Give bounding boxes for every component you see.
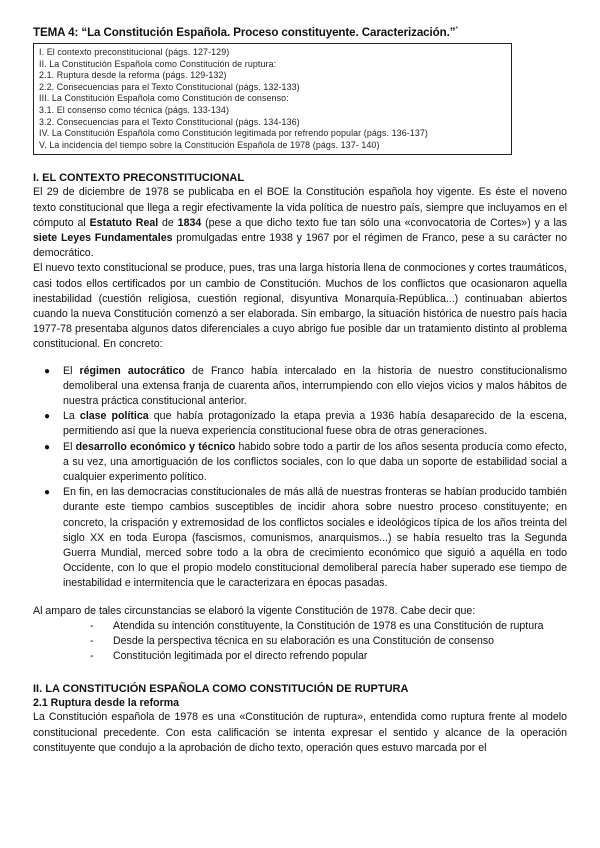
bullet-item: ● El desarrollo económico y técnico habido sobre todo a partir de los años sesenta producía como efecto, a su vez, una amortiguación de los conflictos sociales, con lo que daba un soporte de estabilidad social a cualquier experimento político.	[44, 440, 567, 483]
factors-bullet-list	[33, 364, 567, 592]
toc-item: V. La incidencia del tiempo sobre la Constitución Española de 1978 (págs. 137- 140)	[39, 139, 380, 150]
document-title: TEMA 4: “La Constitución Española. Proceso constituyente. Caracterización.”*	[33, 26, 459, 39]
dash-item: - Constitución legitimada por el directo refrendo popular	[33, 649, 567, 664]
title-footnote-mark: *	[455, 26, 459, 34]
toc-item: II. La Constitución Española como Constitución de ruptura:	[39, 58, 277, 69]
section-2	[33, 682, 567, 756]
section-1-paragraph-1: El 29 de diciembre de 1978 se publicaba en el BOE la Constitución española hoy vigente. Es éste el noveno texto constitucional que llega a regir efectivamente la vida política de nuestro país, siempre que incluyamos en el cómputo al Estatuto Real de 1834 (pese a que dicho texto fue tan sólo una «convocatoria de Cortes») y a las siete Leyes Fundamentales promulgadas entre 1938 y 1967 por el régimen de Franco, pese a su carácter no democrático.	[33, 186, 567, 260]
bullet-dot-icon: ●	[44, 441, 51, 453]
bullet-item: ● La clase política que había protagonizado la etapa previa a 1936 había desaparecido de la escena, permitiendo así que la nueva experiencia constitucional fuese obra de otras generaciones.	[44, 410, 567, 438]
table-of-contents	[33, 43, 512, 155]
dash-marker: -	[90, 619, 94, 632]
characteristics-dash-list	[33, 619, 567, 665]
dash-marker: -	[90, 635, 94, 648]
toc-item: 2.2. Consecuencias para el Texto Constitucional (págs. 132-133)	[39, 81, 300, 92]
section-2-heading: II. LA CONSTITUCIÓN ESPAÑOLA COMO CONSTITUCIÓN DE RUPTURA	[33, 683, 409, 696]
bullet-dot-icon: ●	[44, 411, 51, 423]
toc-item: IV. La Constitución Española como Constitución legitimada por refrendo popular (págs. 136-137)	[39, 128, 428, 139]
dash-item: - Desde la perspectiva técnica en su elaboración es una Constitución de consenso	[33, 634, 567, 649]
document-page	[33, 26, 567, 756]
toc-item: 3.1. El consenso como técnica (págs. 133-134)	[39, 104, 229, 115]
toc-item: I. El contexto preconstitucional (págs. 127-129)	[39, 47, 230, 57]
bullet-dot-icon: ●	[44, 365, 51, 377]
section-1-paragraph-2: El nuevo texto constitucional se produce, pues, tras una larga historia llena de conmociones y cortes traumáticos, casi todos ellos certificados por un cambio de Constitución. Muchos de los conflictos que ocasionaron aquella inestabilidad (cuestión religiosa, cuestión regional, disyuntiva Monarquía-República...) continuaban abiertos cuando la nueva Constitución comenzó a ser elaborada. Sin embargo, la situación histórica de nuestro país hacia 1977-78 presentaba algunos datos diferenciales a cuyo abrigo fue posible dar un tratamiento distinto al problema constitucional. En concreto:	[33, 262, 567, 351]
section-1-paragraph-3: Al amparo de tales circunstancias se elaboró la vigente Constitución de 1978. Cabe decir que:	[33, 604, 476, 617]
subsection-2-1-heading: 2.1 Ruptura desde la reforma	[33, 697, 180, 710]
section-2-paragraph-1: La Constitución española de 1978 es una «Constitución de ruptura», entendida como ruptura frente al modelo constitucional precedente. Con esta calificación se intenta expresar el sentido y alcance de la operación constituyente que condujo a la aprobación de dicho texto, operación ques estuvo marcada por el	[33, 711, 567, 754]
toc-item: III. La Constitución Española como Constitución de consenso:	[39, 93, 289, 104]
toc-item: 2.1. Ruptura desde la reforma (págs. 129-132)	[39, 70, 227, 81]
dash-item: - Atendida su intención constituyente, la Constitución de 1978 es una Constitución de ruptura	[33, 619, 567, 634]
bullet-dot-icon: ●	[44, 487, 51, 499]
toc-item: 3.2. Consecuencias para el Texto Constitucional (págs. 134-136)	[39, 116, 300, 127]
dash-marker: -	[90, 650, 94, 663]
bullet-item: ● En fin, en las democracias constitucionales de más allá de nuestras fronteras se habían producido también durante este tiempo cambios susceptibles de incidir ahora sobre nuestro proceso constituyente; en concreto, la crispación y extremosidad de los conflictos sociales e ideológicos típica de los años treinta del siglo XX en toda Europa (fascismos, comunismos, anarquismos...) se había resuelto tras la Segunda Guerra Mundial, merced sobre todo a la obra de crecimiento económico que siguió a aquélla en todo Occidente, con lo que el propio modelo constitucional demoliberal parecía haber superado ese tiempo de inestabilidad e intermitencia que le caracterizara en épocas pasadas.	[44, 486, 567, 590]
section-1-heading: I. EL CONTEXTO PRECONSTITUCIONAL	[33, 172, 245, 185]
bullet-item: ● El régimen autocrático de Franco había intercalado en la historia de nuestro constitucionalismo demoliberal una extensa franja de cuarenta años, interrumpiendo con ello viejos vicios y malos hábitos de nuestra práctica constitucional anterior.	[44, 364, 567, 407]
